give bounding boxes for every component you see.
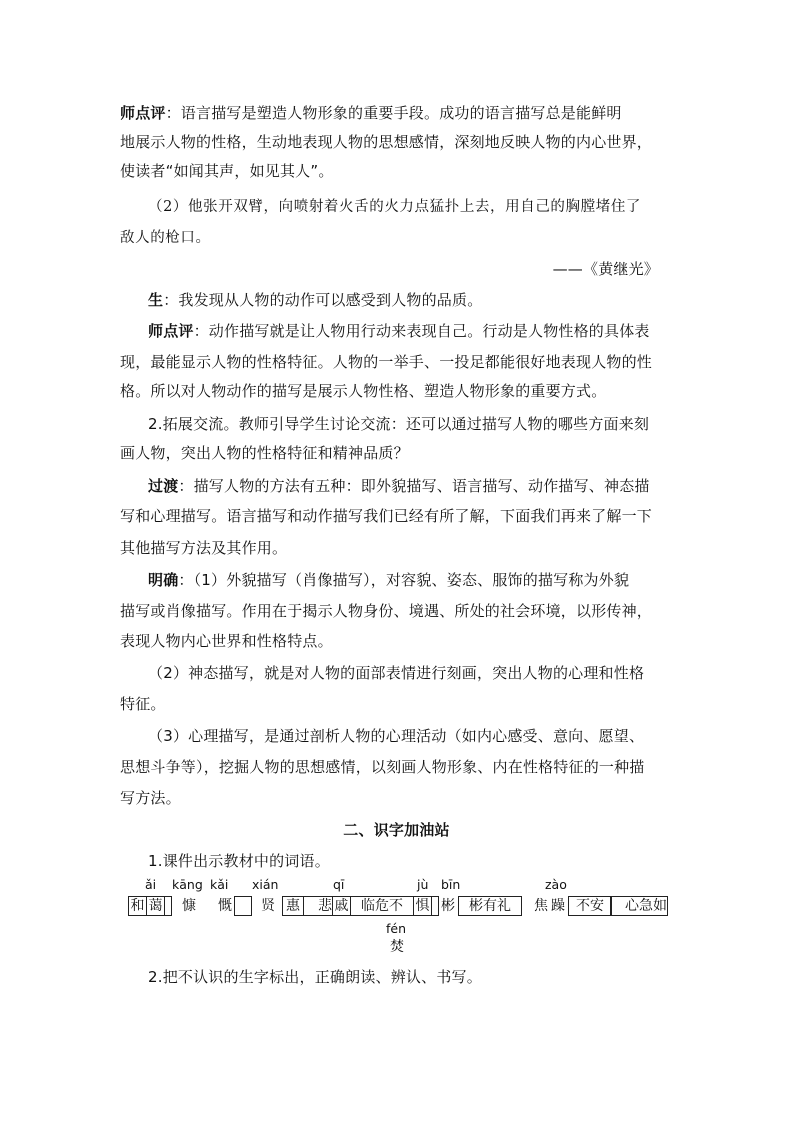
speaker-label: 师点评 xyxy=(120,104,166,122)
pinyin: jù xyxy=(417,877,429,892)
paragraph-line: （2）神态描写，就是对人物的面部表情进行刻画，突出人物的心理和性格 xyxy=(148,664,645,682)
paragraph-line xyxy=(148,569,680,591)
quote-line: （2）他张开双臂，向喷射着火舌的火力点猛扑上去，用自己的胸膛堵住了 xyxy=(148,199,642,215)
pinyin: kǎi xyxy=(210,877,229,892)
speaker-label: 明确 xyxy=(148,571,179,589)
pinyin: qī xyxy=(333,877,345,892)
char-cell: 彬有礼 xyxy=(458,896,522,916)
paragraph-line xyxy=(148,320,680,342)
paragraph-line: 使读者“如闻其声，如见其人”。 xyxy=(120,162,334,180)
char-cell: 彬 xyxy=(441,898,455,914)
paragraph-line: 写方法。 xyxy=(120,789,181,807)
paragraph-line: 特征。 xyxy=(120,695,166,713)
pinyin: ǎi xyxy=(145,877,157,892)
text: ：（1）外貌描写（肖像描写），对容貌、姿态、服饰的描写称为外貌 xyxy=(178,571,630,589)
paragraph-line xyxy=(120,102,680,124)
paragraph-line xyxy=(148,475,680,497)
text: ：描写人物的方法有五种：即外貌描写、语言描写、动作描写、神态描 xyxy=(178,477,650,495)
pinyin: fén xyxy=(386,921,407,936)
char-cell: 心急如 xyxy=(610,896,668,916)
paragraph-line: 现，最能显示人物的性格特征。人物的一举手、一投足都能很好地表现人物的性 xyxy=(120,353,653,371)
char-cell: 悲 xyxy=(303,896,333,916)
char-cell: 惠 xyxy=(282,896,304,916)
paragraph-line: （3）心理描写，是通过剖析人物的心理活动（如内心感受、意向、愿望、 xyxy=(148,727,645,745)
char-cell: 惧 xyxy=(413,896,432,916)
blank-cell xyxy=(234,896,252,916)
pinyin: zào xyxy=(545,877,567,892)
pinyin: xián xyxy=(252,877,279,892)
paragraph-line: 表现人物内心世界和性格特点。 xyxy=(120,632,333,650)
speaker-label: 生 xyxy=(148,291,164,309)
char-cell: 贤 xyxy=(261,898,275,914)
step-line: 1.课件出示教材中的词语。 xyxy=(148,852,330,870)
paragraph-line: 写和心理描写。语言描写和动作描写我们已经有所了解，下面我们再来了解一下 xyxy=(120,507,653,525)
paragraph-line: 地展示人物的性格，生动地表现人物的思想感情，深刻地反映人物的内心世界， xyxy=(120,133,653,151)
char-cell: 焦 xyxy=(534,898,548,914)
char-cell: 戚 xyxy=(332,896,351,916)
paragraph-line xyxy=(148,289,680,311)
quote-source: ——《黄继光》 xyxy=(552,260,659,278)
char-cell: 蔼 xyxy=(146,896,165,916)
pinyin: bīn xyxy=(441,877,461,892)
speaker-label: 师点评 xyxy=(148,322,194,340)
text: ：语言描写是塑造人物形象的重要手段。成功的语言描写总是能鲜明 xyxy=(165,104,622,122)
section-title: 二、识字加油站 xyxy=(343,821,450,839)
blank-cell xyxy=(164,896,172,916)
paragraph-line: 画人物，突出人物的性格特征和精神品质？ xyxy=(120,444,409,462)
text: ：我发现从人物的动作可以感受到人物的品质。 xyxy=(163,291,483,309)
char-cell: 慷 xyxy=(182,898,196,914)
step-line: 2.把不认识的生字标出，正确朗读、辨认、书写。 xyxy=(148,968,482,986)
paragraph-line: 2.拓展交流。教师引导学生讨论交流：还可以通过描写人物的哪些方面来刻 xyxy=(148,415,650,433)
paragraph-line: 其他描写方法及其作用。 xyxy=(120,539,288,557)
text: ：动作描写就是让人物用行动来表现自己。行动是人物性格的具体表 xyxy=(193,322,650,340)
char-below: 焚 xyxy=(390,939,404,955)
quote-line: 敌人的枪口。 xyxy=(120,230,211,246)
char-cell: 不安 xyxy=(568,896,612,916)
paragraph-line: 描写或肖像描写。作用在于揭示人物身份、境遇、所处的社会环境，以形传神， xyxy=(120,602,653,620)
paragraph-line: 格。所以对人物动作的描写是展示人物性格、塑造人物形象的重要方式。 xyxy=(120,382,607,400)
speaker-label: 过渡 xyxy=(148,477,179,495)
char-cell: 慨 xyxy=(218,898,232,914)
char-cell: 临危不 xyxy=(350,896,414,916)
char-cell: 躁 xyxy=(551,898,565,914)
paragraph-line: 思想斗争等），挖掘人物的思想感情，以刻画人物形象、内在性格特征的一种描 xyxy=(120,758,645,776)
char-cell: 和 xyxy=(128,896,147,916)
pinyin: kāng xyxy=(172,877,203,892)
